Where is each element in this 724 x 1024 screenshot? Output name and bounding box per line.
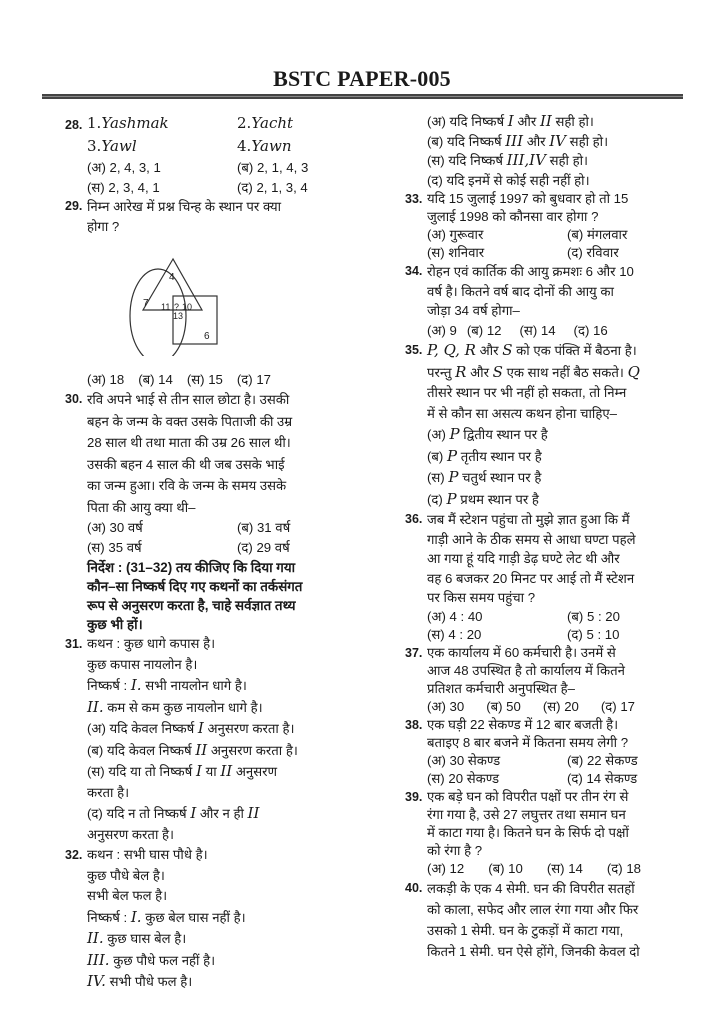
option-c[interactable]: (स) 14: [546, 860, 583, 876]
option-d[interactable]: (द) 14 सेकण्ड: [567, 770, 638, 786]
option-b[interactable]: (ब) 2, 1, 4, 3: [237, 160, 309, 175]
directions-text: कुछ भी हों।: [87, 617, 143, 632]
option-d[interactable]: (द) रविवार: [567, 245, 619, 260]
question-text: होगा ?: [87, 218, 120, 234]
question-33: [405, 190, 690, 262]
question-number: 33.: [405, 192, 423, 206]
header-rule: [42, 94, 683, 99]
option-b[interactable]: (ब) 31 वर्ष: [237, 520, 291, 535]
question-29: [65, 197, 365, 389]
question-text: तीसरे स्थान पर भी नहीं हो सकता, तो निम्न: [427, 385, 627, 400]
option-a[interactable]: (अ) यदि निष्कर्ष I और II सही हो।: [427, 112, 594, 130]
conclusion: IV. सभी पौधे फल है।: [87, 972, 193, 990]
option-d[interactable]: (द) 18: [606, 860, 642, 876]
question-number: 35.: [405, 343, 423, 357]
question-number: 40.: [405, 880, 423, 895]
question-text: आज 48 उपस्थित है तो कार्यालय में कितने: [427, 662, 625, 678]
question-34: [405, 262, 690, 340]
option-a[interactable]: (अ) 12: [427, 860, 465, 876]
option-c[interactable]: (स) शनिवार: [427, 245, 485, 260]
question-37: [405, 644, 690, 716]
option-a[interactable]: (अ) 18: [87, 371, 125, 387]
question-text: 28 साल थी तथा माता की उम्र 26 साल थी।: [87, 435, 291, 450]
question-number: 32.: [65, 848, 83, 862]
options: [87, 370, 365, 390]
question-text: P, Q, R और S को एक पंक्ति में बैठना है।: [427, 341, 637, 359]
options: [427, 226, 690, 262]
question-text: लकड़ी के एक 4 सेमी. घन की विपरीत सतहों: [427, 880, 635, 896]
right-column: [405, 112, 690, 962]
question-text: निम्न आरेख में प्रश्न चिन्ह के स्थान पर क्या: [87, 199, 282, 214]
word-item: 2.Yacht: [237, 114, 294, 132]
statement: कुछ कपास नायलोन है।: [87, 656, 198, 672]
option-a[interactable]: (अ) गुरूवार: [427, 227, 484, 242]
statement: कुछ पौधे बेल है।: [87, 867, 165, 883]
question-text: जब मैं स्टेशन पहुंचा तो मुझे ज्ञात हुआ कि मैं: [427, 512, 630, 527]
option-b[interactable]: (ब) P तृतीय स्थान पर है: [427, 446, 542, 465]
question-text: परन्तु R और S एक साथ नहीं बैठ सकते। Q: [427, 362, 640, 381]
conclusion: II. कम से कम कुछ नायलोन धागे है।: [87, 697, 263, 716]
option-d[interactable]: (द) P प्रथम स्थान पर है: [427, 489, 539, 508]
word-item: 3.Yawl: [87, 137, 137, 155]
option-d[interactable]: (द) 16: [573, 322, 608, 338]
question-text: प्रतिशत कर्मचारी अनुपस्थित है–: [427, 680, 575, 696]
label-square-only: 6: [204, 331, 210, 342]
question-text: में काटा गया है। कितने घन के सिर्फ दो पक्षों: [427, 824, 629, 840]
directions-31-32: [65, 558, 365, 634]
question-number: 39.: [405, 789, 423, 804]
directions-text: निर्देश : (31–32) तय कीजिए कि दिया गया: [87, 560, 296, 575]
option-c[interactable]: (स) P चतुर्थ स्थान पर है: [427, 468, 542, 486]
question-text: उसको 1 सेमी. घन के टुकड़ों में काटा गया,: [427, 922, 624, 938]
option-b[interactable]: (ब) 10: [488, 860, 523, 876]
question-32: [65, 845, 365, 993]
option-d[interactable]: (द) 29 वर्ष: [237, 540, 290, 555]
question-text: एक घड़ी 22 सेकण्ड में 12 बार बजती है।: [427, 716, 619, 732]
option-b[interactable]: (ब) 50: [486, 698, 521, 714]
option-c[interactable]: (स) 15: [186, 371, 223, 387]
label-center: ?: [174, 302, 180, 312]
directions-text: रूप से अनुसरण करता है, चाहे सर्वज्ञात तथ्य: [87, 598, 296, 613]
venn-diagram: [112, 256, 272, 356]
question-text: को काला, सफेद और लाल रंगा गया और फिर: [427, 901, 639, 917]
option-c[interactable]: (स) 4 : 20: [427, 626, 482, 642]
conclusion: निष्कर्ष : I. सभी नायलोन धागे है।: [87, 676, 247, 694]
page-title: BSTC PAPER-005: [273, 66, 451, 91]
question-31: [65, 634, 365, 845]
options: [427, 698, 690, 716]
label-tri-circle: 11: [161, 302, 171, 312]
option-c[interactable]: (स) यदि निष्कर्ष III,IV सही हो।: [427, 151, 589, 169]
question-text: वह 6 बजकर 20 मिनट पर आई तो मैं स्टेशन: [427, 570, 635, 586]
option-d[interactable]: (द) 17: [236, 371, 272, 387]
directions-text: कौन–सा निष्कर्ष दिए गए कथनों का तर्कसंगत: [87, 579, 303, 594]
question-40: [405, 878, 690, 962]
question-text: बहन के जन्म के वक्त उसके पिताजी की उम्र: [87, 413, 293, 429]
options: [427, 321, 690, 341]
option-a[interactable]: (अ) 4 : 40: [427, 608, 483, 624]
option-a[interactable]: (अ) 30 सेकण्ड: [427, 752, 501, 768]
option-c[interactable]: (स) 2, 3, 4, 1: [87, 179, 160, 195]
options: [427, 860, 690, 878]
question-number: 31.: [65, 637, 83, 651]
question-text: पिता की आयु क्या थी–: [87, 499, 196, 515]
question-text: का जन्म हुआ। रवि के जन्म के समय उसके: [87, 478, 287, 493]
left-column: [65, 112, 365, 993]
question-30: [65, 389, 365, 558]
conclusion: II. कुछ घास बेल है।: [87, 929, 187, 947]
label-circle-only: 7: [143, 298, 149, 309]
option-b[interactable]: (ब) 14: [138, 371, 173, 387]
options: [427, 608, 690, 644]
question-text: वर्ष है। कितने वर्ष बाद दोनों की आयु का: [427, 283, 614, 299]
question-text: जोड़ा 34 वर्ष होगा–: [427, 303, 520, 318]
statement: सभी बेल फल है।: [87, 888, 168, 903]
option-c[interactable]: (स) 14: [519, 322, 556, 338]
question-text: रंगा गया है, उसे 27 लघुत्तर तथा समान घन: [427, 806, 626, 822]
options: [87, 158, 365, 197]
option-c[interactable]: (स) 20 सेकण्ड: [427, 770, 500, 786]
question-text: गाड़ी आने के ठीक समय से आधा घण्टा पहले: [427, 531, 636, 547]
option-b[interactable]: (ब) 5 : 20: [567, 608, 620, 624]
word-item: 1.Yashmak: [87, 114, 169, 132]
question-text: आ गया हूं यदि गाड़ी डेढ़ घण्टे लेट थी और: [427, 551, 620, 566]
option-d[interactable]: (द) यदि इनमें से कोई सही नहीं हो।: [427, 172, 590, 188]
option-d[interactable]: (द) यदि न तो निष्कर्ष I और न ही II अनुसरण करता है।: [87, 804, 260, 842]
question-text: को रंगा है ?: [427, 842, 483, 858]
question-text: रोहन एवं कार्तिक की आयु क्रमशः 6 और 10: [427, 264, 634, 279]
option-a[interactable]: (अ) 2, 4, 3, 1: [87, 160, 161, 175]
conclusion: निष्कर्ष : I. कुछ बेल घास नहीं है।: [87, 907, 246, 926]
question-text: रवि अपने भाई से तीन साल छोटा है। उसकी: [87, 392, 290, 407]
word-item: 4.Yawn: [237, 137, 292, 155]
question-36: [405, 510, 690, 644]
question-text: पर किस समय पहुंचा ?: [427, 590, 536, 605]
option-b[interactable]: (ब) 12: [466, 322, 502, 338]
question-text: एक बड़े घन को विपरीत पक्षों पर तीन रंग से: [427, 788, 629, 804]
question-number: 28.: [65, 118, 83, 132]
question-text: में से कौन सा असत्य कथन होना चाहिए–: [427, 405, 617, 421]
question-text: उसकी बहन 4 साल की थी जब उसके भाई: [87, 456, 285, 472]
option-c[interactable]: (स) यदि या तो निष्कर्ष I या II अनुसरण करता है।: [87, 762, 278, 800]
conclusion: III. कुछ पौधे फल नहीं है।: [87, 950, 216, 969]
label-tri-square: 10: [182, 302, 193, 312]
question-text: एक कार्यालय में 60 कर्मचारी है। उनमें से: [427, 644, 616, 660]
statement: कथन : सभी घास पौधे है।: [87, 847, 208, 862]
option-a[interactable]: (अ) 9: [427, 322, 457, 338]
word-list: [87, 112, 365, 158]
options: [427, 752, 690, 788]
option-b[interactable]: (ब) यदि निष्कर्ष III और IV सही हो।: [427, 131, 609, 150]
label-triangle-top: 4: [169, 272, 175, 283]
question-39: [405, 788, 690, 878]
question-28: [65, 112, 365, 197]
statement: कथन : कुछ धागे कपास है।: [87, 636, 216, 651]
option-b[interactable]: (ब) मंगलवार: [567, 227, 628, 242]
option-c[interactable]: (स) 35 वर्ष: [87, 540, 142, 555]
option-d[interactable]: (द) 2, 1, 3, 4: [237, 179, 308, 195]
question-35: [405, 340, 690, 510]
question-text: जुलाई 1998 को कौनसा वार होगा ?: [427, 209, 599, 224]
option-b[interactable]: (ब) 22 सेकण्ड: [567, 752, 638, 768]
question-number: 38.: [405, 717, 423, 732]
option-a[interactable]: (अ) P द्वितीय स्थान पर है: [427, 425, 548, 443]
question-text: कितने 1 सेमी. घन ऐसे होंगे, जिनकी केवल दो: [427, 943, 640, 959]
question-number: 29.: [65, 199, 83, 213]
option-a[interactable]: (अ) यदि केवल निष्कर्ष I अनुसरण करता है।: [87, 719, 295, 737]
question-number: 34.: [405, 264, 423, 278]
option-a[interactable]: (अ) 30: [427, 698, 465, 714]
question-text: यदि 15 जुलाई 1997 को बुधवार हो तो 15: [427, 191, 629, 206]
option-b[interactable]: (ब) यदि केवल निष्कर्ष II अनुसरण करता है।: [87, 740, 298, 759]
question-text: बताइए 8 बार बजने में कितना समय लेगी ?: [427, 734, 629, 750]
option-a[interactable]: (अ) 30 वर्ष: [87, 520, 143, 535]
question-number: 30.: [65, 392, 83, 406]
question-number: 36.: [405, 512, 423, 526]
label-circle-square: 13: [173, 311, 184, 321]
option-d[interactable]: (द) 5 : 10: [567, 626, 620, 642]
option-c[interactable]: (स) 20: [542, 698, 579, 714]
question-38: [405, 716, 690, 788]
option-d[interactable]: (द) 17: [600, 698, 636, 714]
question-32-options: [405, 112, 690, 190]
options: [87, 518, 365, 558]
question-number: 37.: [405, 645, 423, 660]
